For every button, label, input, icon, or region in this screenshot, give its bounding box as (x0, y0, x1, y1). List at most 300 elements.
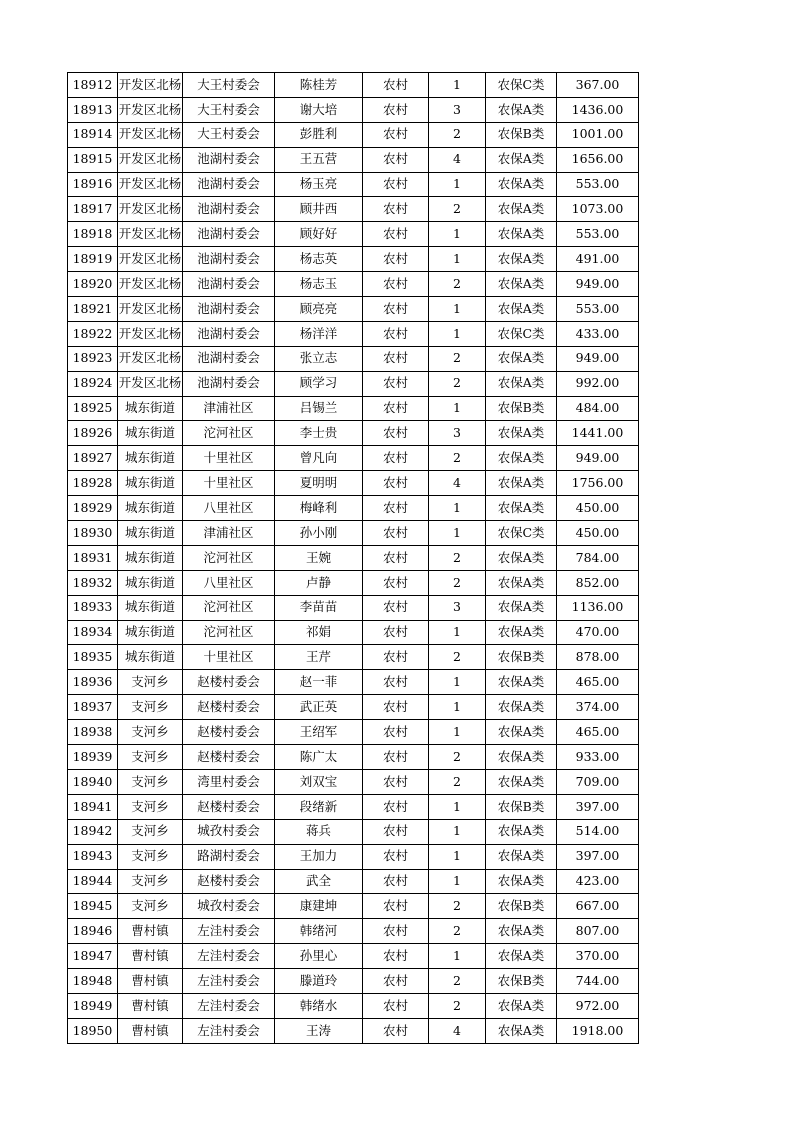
town-cell: 开发区北杨 (118, 197, 183, 222)
household-count-cell: 1 (429, 794, 486, 819)
person-name-cell: 曾凡向 (275, 446, 363, 471)
town-cell: 开发区北杨 (118, 247, 183, 272)
person-name-cell: 杨洋洋 (275, 321, 363, 346)
town-cell: 曹村镇 (118, 944, 183, 969)
amount-cell: 553.00 (557, 222, 639, 247)
amount-cell: 949.00 (557, 446, 639, 471)
household-count-cell: 1 (429, 819, 486, 844)
table-row (68, 993, 639, 1018)
area-type-cell: 农村 (363, 919, 429, 944)
area-type-cell: 农村 (363, 346, 429, 371)
household-count-cell: 1 (429, 844, 486, 869)
person-name-cell: 顾井西 (275, 197, 363, 222)
household-count-cell: 2 (429, 122, 486, 147)
village-cell: 左洼村委会 (183, 919, 275, 944)
person-name-cell: 滕道玲 (275, 969, 363, 994)
person-name-cell: 杨志玉 (275, 272, 363, 297)
record-id-cell: 18938 (68, 720, 118, 745)
area-type-cell: 农村 (363, 321, 429, 346)
household-count-cell: 1 (429, 695, 486, 720)
household-count-cell: 1 (429, 620, 486, 645)
town-cell: 支河乡 (118, 670, 183, 695)
amount-cell: 433.00 (557, 321, 639, 346)
record-id-cell: 18950 (68, 1018, 118, 1043)
table-row (68, 844, 639, 869)
table-row (68, 222, 639, 247)
insurance-category-cell: 农保A类 (486, 944, 557, 969)
area-type-cell: 农村 (363, 894, 429, 919)
record-id-cell: 18931 (68, 545, 118, 570)
area-type-cell: 农村 (363, 794, 429, 819)
household-count-cell: 2 (429, 446, 486, 471)
area-type-cell: 农村 (363, 371, 429, 396)
amount-cell: 367.00 (557, 73, 639, 98)
record-id-cell: 18930 (68, 521, 118, 546)
record-id-cell: 18913 (68, 97, 118, 122)
town-cell: 城东街道 (118, 570, 183, 595)
record-id-cell: 18940 (68, 769, 118, 794)
village-cell: 湾里村委会 (183, 769, 275, 794)
village-cell: 池湖村委会 (183, 297, 275, 322)
town-cell: 支河乡 (118, 769, 183, 794)
person-name-cell: 王加力 (275, 844, 363, 869)
household-count-cell: 2 (429, 745, 486, 770)
household-count-cell: 1 (429, 670, 486, 695)
table-row (68, 794, 639, 819)
village-cell: 沱河社区 (183, 545, 275, 570)
household-count-cell: 1 (429, 222, 486, 247)
household-count-cell: 2 (429, 969, 486, 994)
household-count-cell: 4 (429, 147, 486, 172)
area-type-cell: 农村 (363, 97, 429, 122)
record-id-cell: 18944 (68, 869, 118, 894)
amount-cell: 1001.00 (557, 122, 639, 147)
record-id-cell: 18933 (68, 595, 118, 620)
record-id-cell: 18916 (68, 172, 118, 197)
insurance-category-cell: 农保A类 (486, 819, 557, 844)
area-type-cell: 农村 (363, 396, 429, 421)
area-type-cell: 农村 (363, 421, 429, 446)
record-id-cell: 18928 (68, 471, 118, 496)
record-id-cell: 18914 (68, 122, 118, 147)
amount-cell: 491.00 (557, 247, 639, 272)
town-cell: 城东街道 (118, 545, 183, 570)
amount-cell: 1436.00 (557, 97, 639, 122)
area-type-cell: 农村 (363, 645, 429, 670)
insurance-category-cell: 农保A类 (486, 869, 557, 894)
person-name-cell: 梅峰利 (275, 496, 363, 521)
town-cell: 城东街道 (118, 496, 183, 521)
area-type-cell: 农村 (363, 969, 429, 994)
insurance-category-cell: 农保A类 (486, 844, 557, 869)
record-id-cell: 18945 (68, 894, 118, 919)
insurance-category-cell: 农保A类 (486, 446, 557, 471)
record-id-cell: 18929 (68, 496, 118, 521)
village-cell: 池湖村委会 (183, 371, 275, 396)
town-cell: 开发区北杨 (118, 297, 183, 322)
town-cell: 开发区北杨 (118, 122, 183, 147)
record-id-cell: 18946 (68, 919, 118, 944)
village-cell: 十里社区 (183, 471, 275, 496)
table-row (68, 321, 639, 346)
table-row (68, 620, 639, 645)
village-cell: 池湖村委会 (183, 346, 275, 371)
amount-cell: 1441.00 (557, 421, 639, 446)
town-cell: 曹村镇 (118, 1018, 183, 1043)
household-count-cell: 1 (429, 720, 486, 745)
person-name-cell: 顾学习 (275, 371, 363, 396)
town-cell: 开发区北杨 (118, 147, 183, 172)
area-type-cell: 农村 (363, 545, 429, 570)
record-id-cell: 18919 (68, 247, 118, 272)
household-count-cell: 2 (429, 894, 486, 919)
person-name-cell: 夏明明 (275, 471, 363, 496)
area-type-cell: 农村 (363, 73, 429, 98)
area-type-cell: 农村 (363, 819, 429, 844)
amount-cell: 1656.00 (557, 147, 639, 172)
person-name-cell: 王芹 (275, 645, 363, 670)
household-count-cell: 1 (429, 73, 486, 98)
record-id-cell: 18915 (68, 147, 118, 172)
table-row (68, 545, 639, 570)
household-count-cell: 2 (429, 645, 486, 670)
table-row (68, 73, 639, 98)
village-cell: 左洼村委会 (183, 944, 275, 969)
table-row (68, 769, 639, 794)
amount-cell: 1073.00 (557, 197, 639, 222)
village-cell: 大王村委会 (183, 97, 275, 122)
table-row (68, 919, 639, 944)
town-cell: 城东街道 (118, 471, 183, 496)
area-type-cell: 农村 (363, 670, 429, 695)
amount-cell: 992.00 (557, 371, 639, 396)
record-id-cell: 18948 (68, 969, 118, 994)
household-count-cell: 4 (429, 471, 486, 496)
village-cell: 沱河社区 (183, 421, 275, 446)
village-cell: 左洼村委会 (183, 1018, 275, 1043)
amount-cell: 1136.00 (557, 595, 639, 620)
person-name-cell: 彭胜利 (275, 122, 363, 147)
table-row (68, 521, 639, 546)
amount-cell: 484.00 (557, 396, 639, 421)
amount-cell: 667.00 (557, 894, 639, 919)
village-cell: 沱河社区 (183, 620, 275, 645)
table-row (68, 172, 639, 197)
person-name-cell: 卢静 (275, 570, 363, 595)
town-cell: 开发区北杨 (118, 73, 183, 98)
town-cell: 城东街道 (118, 645, 183, 670)
area-type-cell: 农村 (363, 272, 429, 297)
village-cell: 池湖村委会 (183, 272, 275, 297)
record-id-cell: 18921 (68, 297, 118, 322)
village-cell: 十里社区 (183, 645, 275, 670)
insurance-category-cell: 农保B类 (486, 122, 557, 147)
insurance-category-cell: 农保A类 (486, 172, 557, 197)
person-name-cell: 康建坤 (275, 894, 363, 919)
town-cell: 开发区北杨 (118, 346, 183, 371)
town-cell: 支河乡 (118, 720, 183, 745)
table-row (68, 670, 639, 695)
household-count-cell: 1 (429, 297, 486, 322)
record-id-cell: 18912 (68, 73, 118, 98)
table-row (68, 645, 639, 670)
insurance-category-cell: 农保B类 (486, 645, 557, 670)
table-row (68, 147, 639, 172)
record-id-cell: 18943 (68, 844, 118, 869)
area-type-cell: 农村 (363, 222, 429, 247)
table-row (68, 396, 639, 421)
household-count-cell: 1 (429, 396, 486, 421)
village-cell: 池湖村委会 (183, 321, 275, 346)
area-type-cell: 农村 (363, 595, 429, 620)
table-row (68, 819, 639, 844)
village-cell: 左洼村委会 (183, 993, 275, 1018)
town-cell: 支河乡 (118, 844, 183, 869)
record-id-cell: 18942 (68, 819, 118, 844)
table-row (68, 720, 639, 745)
person-name-cell: 刘双宝 (275, 769, 363, 794)
insurance-category-cell: 农保A类 (486, 421, 557, 446)
person-name-cell: 谢大培 (275, 97, 363, 122)
village-cell: 赵楼村委会 (183, 745, 275, 770)
village-cell: 津浦社区 (183, 521, 275, 546)
amount-cell: 397.00 (557, 794, 639, 819)
household-count-cell: 1 (429, 869, 486, 894)
town-cell: 城东街道 (118, 446, 183, 471)
person-name-cell: 张立志 (275, 346, 363, 371)
table-row (68, 197, 639, 222)
table-row (68, 944, 639, 969)
insurance-category-cell: 农保A类 (486, 620, 557, 645)
amount-cell: 465.00 (557, 720, 639, 745)
household-count-cell: 1 (429, 321, 486, 346)
area-type-cell: 农村 (363, 297, 429, 322)
household-count-cell: 2 (429, 371, 486, 396)
town-cell: 支河乡 (118, 819, 183, 844)
table-row (68, 346, 639, 371)
table-row (68, 272, 639, 297)
village-cell: 赵楼村委会 (183, 869, 275, 894)
insurance-category-cell: 农保A类 (486, 247, 557, 272)
household-count-cell: 3 (429, 97, 486, 122)
insurance-category-cell: 农保A类 (486, 471, 557, 496)
amount-cell: 949.00 (557, 272, 639, 297)
person-name-cell: 段绪新 (275, 794, 363, 819)
table-row (68, 446, 639, 471)
record-id-cell: 18920 (68, 272, 118, 297)
area-type-cell: 农村 (363, 570, 429, 595)
insurance-category-cell: 农保C类 (486, 521, 557, 546)
village-cell: 池湖村委会 (183, 222, 275, 247)
table-row (68, 97, 639, 122)
village-cell: 赵楼村委会 (183, 720, 275, 745)
person-name-cell: 杨志英 (275, 247, 363, 272)
person-name-cell: 陈桂芳 (275, 73, 363, 98)
record-id-cell: 18925 (68, 396, 118, 421)
area-type-cell: 农村 (363, 446, 429, 471)
insurance-category-cell: 农保A类 (486, 595, 557, 620)
town-cell: 城东街道 (118, 521, 183, 546)
amount-cell: 423.00 (557, 869, 639, 894)
person-name-cell: 杨玉亮 (275, 172, 363, 197)
amount-cell: 784.00 (557, 545, 639, 570)
insurance-category-cell: 农保A类 (486, 695, 557, 720)
table-row (68, 1018, 639, 1043)
household-count-cell: 2 (429, 993, 486, 1018)
record-id-cell: 18922 (68, 321, 118, 346)
area-type-cell: 农村 (363, 844, 429, 869)
household-count-cell: 2 (429, 545, 486, 570)
person-name-cell: 王婉 (275, 545, 363, 570)
household-count-cell: 2 (429, 272, 486, 297)
table-row (68, 745, 639, 770)
amount-cell: 370.00 (557, 944, 639, 969)
area-type-cell: 农村 (363, 1018, 429, 1043)
record-id-cell: 18918 (68, 222, 118, 247)
person-name-cell: 李苗苗 (275, 595, 363, 620)
insurance-category-cell: 农保A类 (486, 371, 557, 396)
village-cell: 大王村委会 (183, 73, 275, 98)
insurance-category-cell: 农保B类 (486, 794, 557, 819)
town-cell: 城东街道 (118, 396, 183, 421)
insurance-category-cell: 农保A类 (486, 545, 557, 570)
insurance-category-cell: 农保A类 (486, 670, 557, 695)
insurance-category-cell: 农保A类 (486, 197, 557, 222)
insurance-category-cell: 农保A类 (486, 919, 557, 944)
insurance-category-cell: 农保A类 (486, 720, 557, 745)
area-type-cell: 农村 (363, 869, 429, 894)
roster-body (68, 73, 639, 1044)
person-name-cell: 顾好好 (275, 222, 363, 247)
village-cell: 八里社区 (183, 570, 275, 595)
town-cell: 开发区北杨 (118, 222, 183, 247)
table-row (68, 595, 639, 620)
household-count-cell: 3 (429, 595, 486, 620)
village-cell: 城孜村委会 (183, 894, 275, 919)
amount-cell: 709.00 (557, 769, 639, 794)
table-row (68, 570, 639, 595)
amount-cell: 807.00 (557, 919, 639, 944)
village-cell: 津浦社区 (183, 396, 275, 421)
record-id-cell: 18923 (68, 346, 118, 371)
roster-table (67, 72, 639, 1044)
household-count-cell: 2 (429, 570, 486, 595)
village-cell: 赵楼村委会 (183, 695, 275, 720)
table-row (68, 297, 639, 322)
insurance-category-cell: 农保A类 (486, 1018, 557, 1043)
town-cell: 开发区北杨 (118, 321, 183, 346)
amount-cell: 1756.00 (557, 471, 639, 496)
amount-cell: 553.00 (557, 172, 639, 197)
amount-cell: 878.00 (557, 645, 639, 670)
amount-cell: 949.00 (557, 346, 639, 371)
record-id-cell: 18917 (68, 197, 118, 222)
person-name-cell: 祁娟 (275, 620, 363, 645)
amount-cell: 933.00 (557, 745, 639, 770)
village-cell: 池湖村委会 (183, 147, 275, 172)
person-name-cell: 赵一菲 (275, 670, 363, 695)
town-cell: 曹村镇 (118, 993, 183, 1018)
amount-cell: 514.00 (557, 819, 639, 844)
record-id-cell: 18924 (68, 371, 118, 396)
village-cell: 十里社区 (183, 446, 275, 471)
insurance-category-cell: 农保A类 (486, 769, 557, 794)
household-count-cell: 1 (429, 172, 486, 197)
table-row (68, 247, 639, 272)
table-row (68, 695, 639, 720)
area-type-cell: 农村 (363, 720, 429, 745)
area-type-cell: 农村 (363, 247, 429, 272)
person-name-cell: 顾亮亮 (275, 297, 363, 322)
area-type-cell: 农村 (363, 147, 429, 172)
insurance-category-cell: 农保C类 (486, 73, 557, 98)
village-cell: 左洼村委会 (183, 969, 275, 994)
town-cell: 曹村镇 (118, 969, 183, 994)
person-name-cell: 吕锡兰 (275, 396, 363, 421)
insurance-category-cell: 农保B类 (486, 969, 557, 994)
household-count-cell: 2 (429, 769, 486, 794)
area-type-cell: 农村 (363, 745, 429, 770)
town-cell: 城东街道 (118, 620, 183, 645)
area-type-cell: 农村 (363, 993, 429, 1018)
person-name-cell: 陈广太 (275, 745, 363, 770)
area-type-cell: 农村 (363, 620, 429, 645)
town-cell: 曹村镇 (118, 919, 183, 944)
insurance-category-cell: 农保B类 (486, 894, 557, 919)
insurance-category-cell: 农保A类 (486, 993, 557, 1018)
village-cell: 八里社区 (183, 496, 275, 521)
person-name-cell: 韩绪水 (275, 993, 363, 1018)
insurance-category-cell: 农保A类 (486, 97, 557, 122)
insurance-category-cell: 农保A类 (486, 496, 557, 521)
amount-cell: 450.00 (557, 496, 639, 521)
town-cell: 开发区北杨 (118, 272, 183, 297)
table-row (68, 869, 639, 894)
area-type-cell: 农村 (363, 471, 429, 496)
person-name-cell: 王绍军 (275, 720, 363, 745)
table-row (68, 969, 639, 994)
person-name-cell: 孙里心 (275, 944, 363, 969)
household-count-cell: 2 (429, 346, 486, 371)
record-id-cell: 18937 (68, 695, 118, 720)
town-cell: 支河乡 (118, 695, 183, 720)
town-cell: 支河乡 (118, 794, 183, 819)
insurance-category-cell: 农保A类 (486, 570, 557, 595)
record-id-cell: 18935 (68, 645, 118, 670)
person-name-cell: 武全 (275, 869, 363, 894)
record-id-cell: 18936 (68, 670, 118, 695)
insurance-category-cell: 农保A类 (486, 745, 557, 770)
area-type-cell: 农村 (363, 197, 429, 222)
area-type-cell: 农村 (363, 944, 429, 969)
amount-cell: 553.00 (557, 297, 639, 322)
record-id-cell: 18934 (68, 620, 118, 645)
area-type-cell: 农村 (363, 769, 429, 794)
village-cell: 大王村委会 (183, 122, 275, 147)
record-id-cell: 18926 (68, 421, 118, 446)
insurance-category-cell: 农保A类 (486, 272, 557, 297)
record-id-cell: 18949 (68, 993, 118, 1018)
town-cell: 支河乡 (118, 894, 183, 919)
insurance-category-cell: 农保C类 (486, 321, 557, 346)
person-name-cell: 王涛 (275, 1018, 363, 1043)
amount-cell: 465.00 (557, 670, 639, 695)
village-cell: 赵楼村委会 (183, 670, 275, 695)
town-cell: 开发区北杨 (118, 97, 183, 122)
household-count-cell: 1 (429, 944, 486, 969)
amount-cell: 972.00 (557, 993, 639, 1018)
person-name-cell: 武正英 (275, 695, 363, 720)
